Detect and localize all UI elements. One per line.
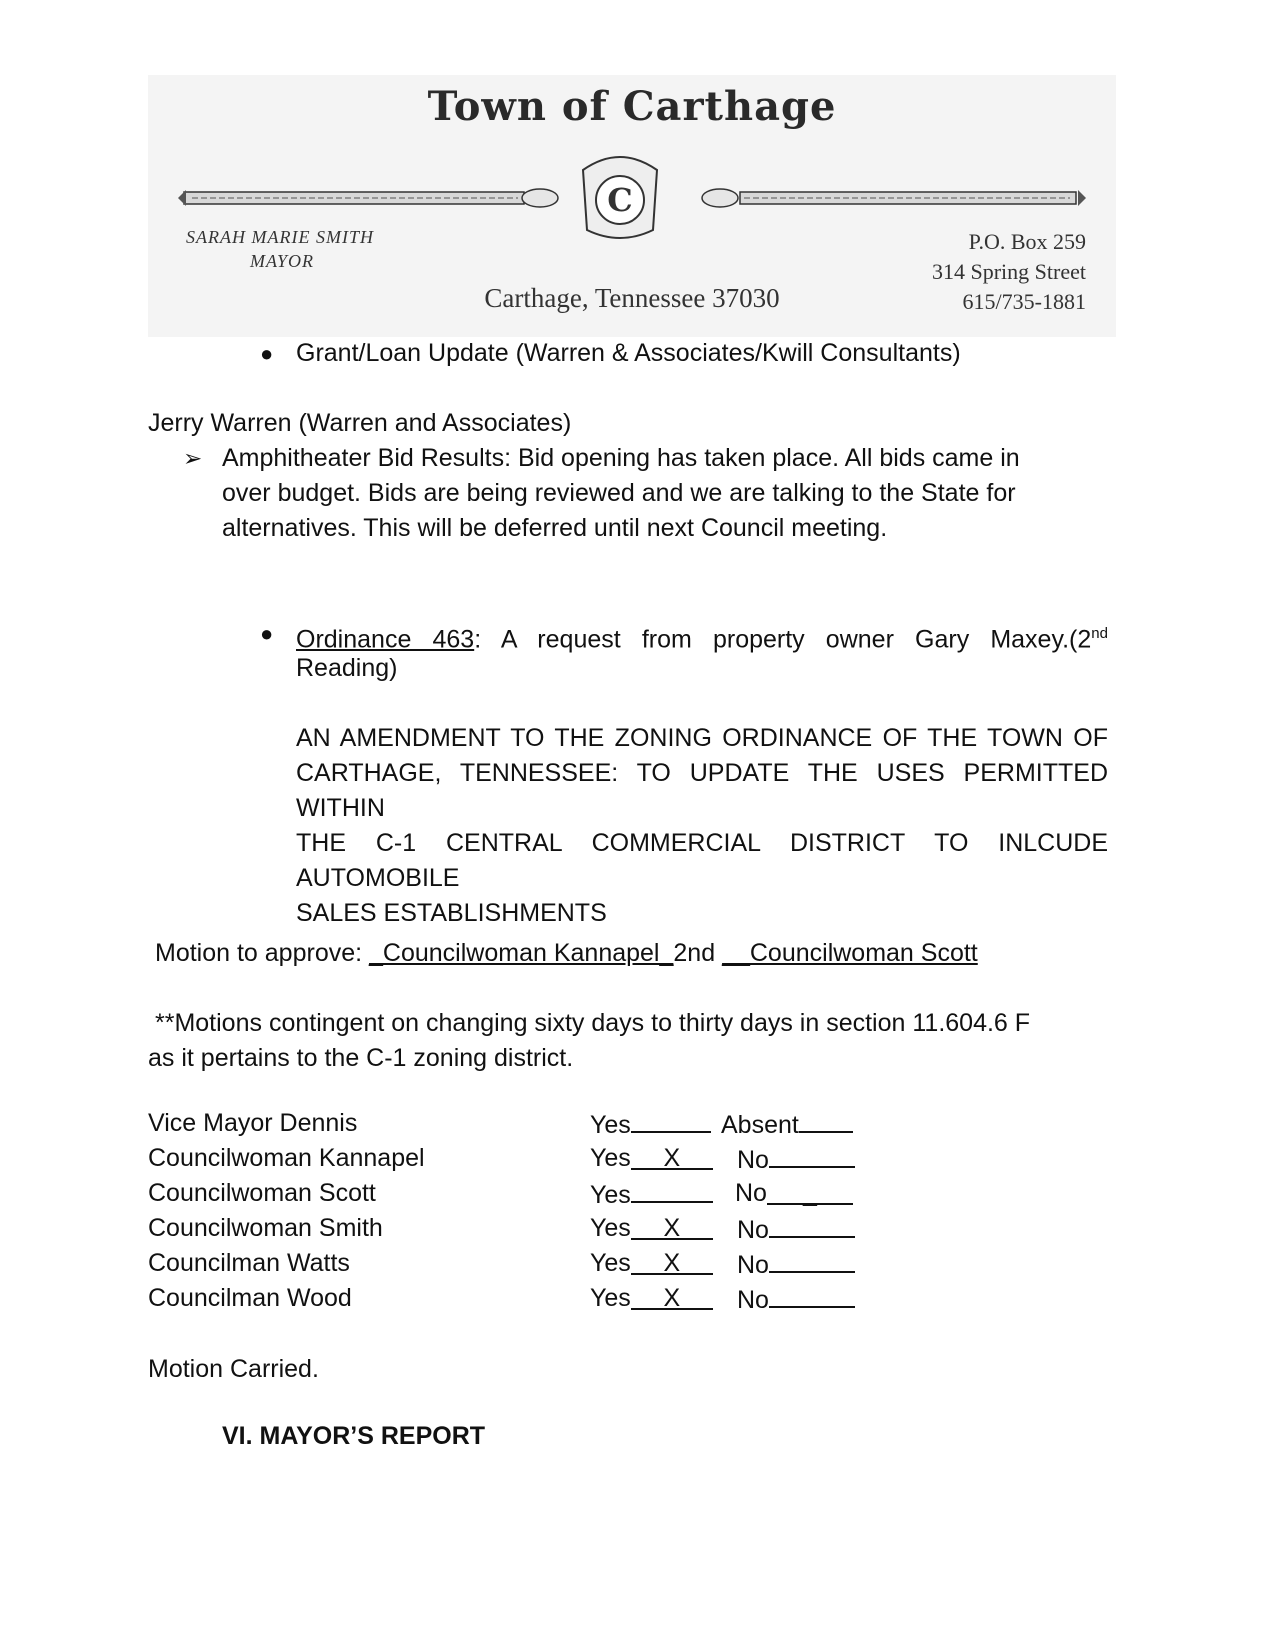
vote-alt-cell: [721, 1109, 853, 1140]
letterhead: [148, 75, 1116, 337]
alt-label: No: [737, 1251, 769, 1279]
grant-item: Grant/Loan Update (Warren & Associates/Kwill Consultants): [296, 339, 961, 367]
motion-second-label: 2nd: [673, 939, 723, 967]
ordinance-superscript: nd: [1091, 625, 1108, 642]
town-seal-icon: [573, 150, 667, 244]
motion-seconder: __Councilwoman Scott: [722, 939, 978, 967]
yes-mark: [631, 1179, 713, 1203]
contingency-line: as it pertains to the C-1 zoning district.: [148, 1044, 574, 1072]
vote-yes-cell: [590, 1249, 713, 1278]
yes-label: Yes: [590, 1111, 631, 1139]
arrow-bullet-icon: ➢: [183, 445, 203, 471]
bullet-icon: ●: [260, 341, 274, 366]
motion-label: Motion to approve:: [155, 939, 370, 967]
yes-label: Yes: [590, 1214, 631, 1242]
yes-mark: X: [631, 1286, 713, 1310]
svg-text:C: C: [607, 181, 633, 219]
alt-mark: _: [767, 1181, 853, 1205]
contingency-note: [148, 1006, 1030, 1076]
amendment-line: THE C-1 CENTRAL COMMERCIAL DISTRICT TO INLCUDE AUTOMOBILE: [296, 829, 1108, 892]
ordinance-request: : A request from property owner Gary Maxey.(2: [474, 625, 1092, 654]
ordinance-reading: Reading): [296, 654, 398, 682]
vote-yes-cell: [590, 1214, 713, 1243]
alt-mark: [799, 1109, 853, 1133]
vote-alt-cell: [737, 1144, 855, 1175]
amphitheater-line: over budget. Bids are being reviewed and we are talking to the State for: [222, 479, 1016, 507]
amendment-paragraph: [296, 721, 1108, 931]
yes-mark: X: [631, 1251, 713, 1275]
yes-mark: X: [631, 1216, 713, 1240]
vote-alt-cell: [737, 1214, 855, 1245]
alt-label: No: [735, 1179, 767, 1207]
vote-member-name: Councilwoman Kannapel: [148, 1144, 425, 1172]
yes-label: Yes: [590, 1144, 631, 1172]
yes-mark: [631, 1109, 711, 1133]
amphitheater-line: alternatives. This will be deferred until next Council meeting.: [222, 514, 888, 542]
motion-mover: _Councilwoman Kannapel_: [369, 939, 674, 967]
vote-member-name: Councilwoman Scott: [148, 1179, 376, 1207]
vote-alt-cell: [735, 1179, 853, 1208]
vote-member-name: Vice Mayor Dennis: [148, 1109, 358, 1137]
amendment-line: AN AMENDMENT TO THE ZONING ORDINANCE OF THE TOWN OF: [296, 724, 1108, 752]
yes-mark: X: [631, 1146, 713, 1170]
alt-mark: [769, 1144, 855, 1168]
vote-yes-cell: [590, 1179, 713, 1210]
vote-alt-cell: [737, 1249, 855, 1280]
right-ornamental-rail: [698, 187, 1086, 209]
phone-number: 615/735-1881: [962, 289, 1086, 314]
alt-label: Absent: [721, 1111, 799, 1139]
alt-mark: [769, 1249, 855, 1273]
motion-line: [155, 936, 978, 971]
alt-label: No: [737, 1286, 769, 1314]
street-address: 314 Spring Street: [932, 259, 1086, 284]
motion-result: Motion Carried.: [148, 1355, 319, 1383]
alt-mark: [769, 1214, 855, 1238]
mailing-address: [932, 227, 1086, 317]
left-ornamental-rail: [178, 187, 566, 209]
vote-member-name: Councilman Wood: [148, 1284, 352, 1312]
bullet-icon: ●: [260, 621, 274, 646]
town-title: Town of Carthage: [427, 83, 837, 130]
alt-label: No: [737, 1216, 769, 1244]
po-box: P.O. Box 259: [968, 229, 1086, 254]
vote-yes-cell: [590, 1144, 713, 1173]
city-line: Carthage, Tennessee 37030: [484, 283, 780, 313]
section-heading: VI. MAYOR’S REPORT: [222, 1422, 486, 1450]
amendment-line: SALES ESTABLISHMENTS: [296, 899, 607, 927]
alt-mark: [769, 1284, 855, 1308]
vote-yes-cell: [590, 1284, 713, 1313]
contingency-line: **Motions contingent on changing sixty days to thirty days in section 11.604.6 F: [155, 1009, 1031, 1037]
ordinance-line: [296, 616, 1108, 657]
alt-label: No: [737, 1146, 769, 1174]
yes-label: Yes: [590, 1284, 631, 1312]
amphitheater-paragraph: [222, 441, 1020, 546]
yes-label: Yes: [590, 1181, 631, 1209]
ordinance-label: Ordinance 463: [296, 625, 475, 654]
mayor-role: MAYOR: [250, 251, 315, 271]
amendment-line: CARTHAGE, TENNESSEE: TO UPDATE THE USES PERMITTED WITHIN: [296, 759, 1108, 822]
yes-label: Yes: [590, 1249, 631, 1277]
presenter-name: Jerry Warren (Warren and Associates): [148, 409, 572, 437]
vote-member-name: Councilman Watts: [148, 1249, 350, 1277]
vote-yes-cell: [590, 1109, 711, 1140]
vote-alt-cell: [737, 1284, 855, 1315]
amphitheater-line: Amphitheater Bid Results: Bid opening has taken place. All bids came in: [222, 444, 1020, 472]
vote-member-name: Councilwoman Smith: [148, 1214, 383, 1242]
mayor-name: SARAH MARIE SMITH: [186, 227, 374, 247]
